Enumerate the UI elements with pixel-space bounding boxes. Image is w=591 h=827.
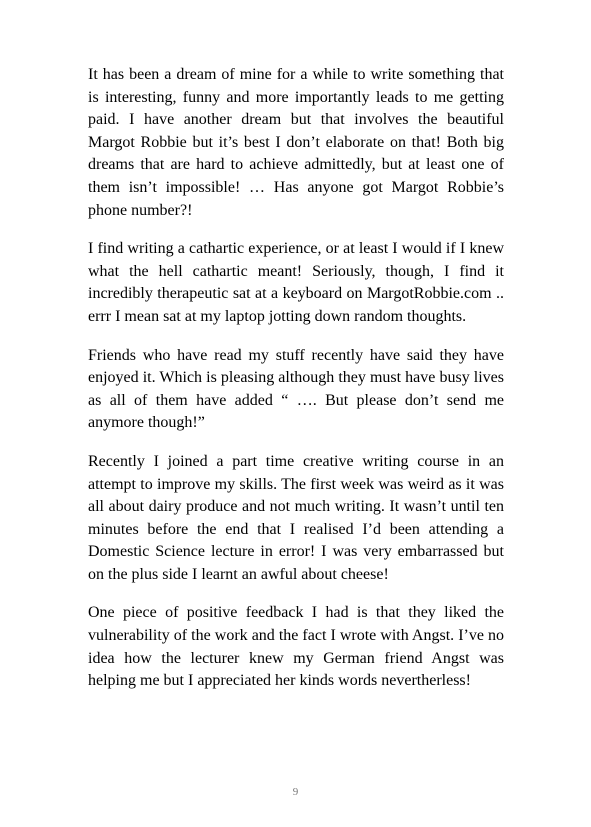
page-number: 9 bbox=[292, 786, 299, 798]
body-text bbox=[88, 64, 504, 709]
paragraph-3: Friends who have read my stuff recently have said they have enjoyed it. Which is pleasing although they must have busy lives as all of them have added “ …. But please don’t send me anymore though!” bbox=[88, 346, 504, 432]
paragraph-5: One piece of positive feedback I had is that they liked the vulnerability of the work and the fact I wrote with Angst. I’ve no idea how the lecturer knew my German friend Angst was helping me but I appreciated her kinds words nevertherless! bbox=[88, 604, 504, 690]
paragraph-1: It has been a dream of mine for a while to write something that is interesting, funny and more importantly leads to me getting paid. I have another dream but that involves the beautiful Margot Robbie but it’s best I don’t elaborate on that! Both big dreams that are hard to achieve admittedly, but at least one of them isn’t impossible! … Has anyone got Margot Robbie’s phone number?! bbox=[88, 66, 504, 219]
paragraph-4: Recently I joined a part time creative writing course in an attempt to improve my skills. The first week was weird as it was all about dairy produce and not much writing. It wasn’t until ten minutes before the end that I realised I’d been attending a Domestic Science lecture in error! I was very embarrassed but on the plus side I learnt an awful about cheese! bbox=[88, 452, 504, 583]
paragraph-2: I find writing a cathartic experience, or at least I would if I knew what the hell cathartic meant! Seriously, though, I find it incredibly therapeutic sat at a keyboard on MargotRobbie.com .. errr I mean sat at my laptop jotting down random thoughts. bbox=[88, 240, 504, 325]
